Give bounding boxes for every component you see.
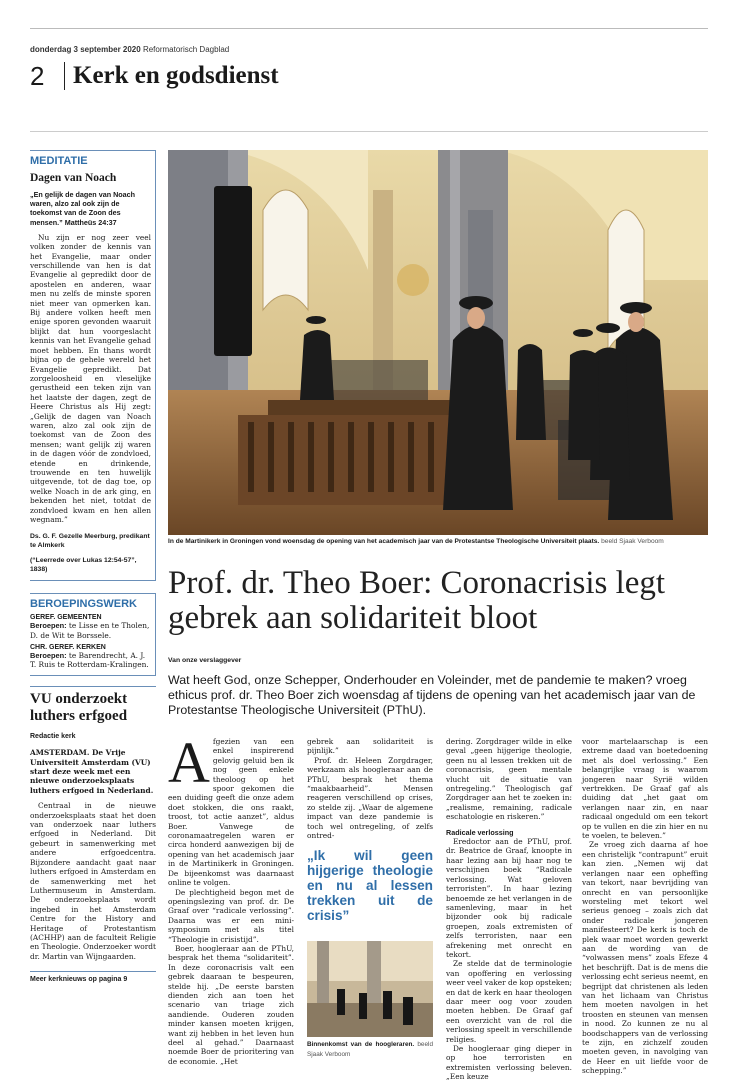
vu-title: VU onderzoekt luthers erfgoed [30,691,128,725]
vu-author: Redactie kerk [30,733,76,741]
article-col3-p4: De hoogleraar ging dieper in op hoe terroristen en extremisten verlossing beleven. „Een keuze [446,1044,572,1082]
photo-credit: beeld Sjaak Verboom [601,538,664,545]
pull-quote: „Ik wil geen hijgerige theologie en nu al lessen trekken uit de crisis” [307,848,433,924]
beroep-group2-text-label: Beroepen: [30,650,67,660]
beroep-group1-text [30,621,151,639]
photo-caption-text: In de Martinikerk in Groningen vond woensdag de opening van het academisch jaar van de Protestantse Theologische Universiteit plaats. [168,538,600,545]
beroep-group1-text-label: Beroepen: [30,621,67,631]
header-divider [64,62,65,90]
meditatie-kicker: MEDITATIE [30,155,88,167]
beroepingswerk-box [30,593,156,676]
article-column-4 [582,737,708,1076]
article-col3-p3: Ze stelde dat de terminologie van opoffering en verlossing weer veel vaker de kop opsteken; en dat de kerk en haar theologen daar meer oog voor zouden moeten hebben. De Graaf gaf een overzicht van de rol die verlossing speelt in verschillende religies. [446,959,572,1044]
article-col1-p3: Boer, hoogleraar aan de PThU, besprak het thema “solidariteit”. In deze coronacrisis valt een gebrek daaraan te bespeuren, stelde hij. „De eerste barsten dienden zich aan toen het scenario van triage zich aandiende. Ouderen zouden minder kansen moeten krijgen, want zij hebben in het leven hun deel al gehad.” Daarnaast noemde Boer de prioritering van de economie. „Het [168,943,294,1066]
drop-cap: A [168,730,210,795]
church-interior-image [168,150,708,535]
article-headline: Prof. dr. Theo Boer: Coronacrisis legt gebrek aan solidariteit bloot [168,565,666,636]
article-col3-text: dering. Zorgdrager wilde in elke geval „geen hijgerige theologie, geen nu al lessen trekken uit de coronacrisis, geen mentale vlucht uit de situatie van ontregeling.” Theologisch gaf Zorgdrager aan het te zoeken in: „realisme, remaining, radicale eschatologie en riskeren.” [446,737,572,822]
main-photo [168,150,708,535]
article-col2-p2: Prof. dr. Heleen Zorgdrager, werkzaam als hoogleraar aan de PThU, besprak het thema “maakbaarheid”. Mensen reageren verschillend op crises, zo stelde zij. „Waar de algemene impact van deze pandemie is toch wel ontregeling, of zelfs ontred- [307,755,433,841]
photo-caption [168,538,708,545]
professors-caption-text: Binnenkomst van de hoogleraren. [307,1041,415,1049]
meditatie-box [30,150,156,581]
vu-article [30,686,156,983]
article-col1-first [168,730,294,888]
article-byline: Van onze verslaggever [168,657,242,664]
sidebar [30,150,156,1030]
issue-date: donderdag 3 september 2020 [30,45,141,54]
beroep-group1-label: GEREF. GEMEENTEN [30,614,102,622]
professors-credit: beeld Sjaak Verboom [307,1041,434,1058]
beroep-group2-value: te Barendrecht, A. J. T. Ruis te Rotterdam-Kralingen. [30,650,149,670]
beroep-group1-value: te Lisse en te Tholen, D. de Wit te Borssele. [30,621,150,640]
newspaper-name: Reformatorisch Dagblad [142,45,230,54]
article-col4-text: voor martelaarschap is een extreme daad van boetedoening met als doel verlossing.” Een belangrijke vraag is waarom jongeren naar Syrië wilden vertrekken. De Graaf gaf als duiding dat „het gaat om verlangen naar zin, en naar radicaal ongeduld om een tekort op te vullen en die zin hier en nu te voelen, te beleven.” [582,737,708,841]
article-intro: Wat heeft God, onze Schepper, Onderhouder en Voleinder, met de pandemie te maken? vroeg ethicus prof. dr. Theo Boer zich woensdag af tijdens de opening van het academisch jaar van de Protestantse Theologische Universiteit (PThU). [168,673,696,717]
vu-lead: AMSTERDAM. De Vrije Universiteit Amsterdam (VU) start deze week met een nieuwe onderzoeksplaats luthers erfgoed in Nederland. [30,748,154,795]
article-column-3 [446,737,572,1082]
article-subhead: Radicale verlossing [446,827,514,837]
article-col1-first-text: fgezien van een enkel inspirerend gelovig geluid ben ik nog geen enkele theoloog op het spoor gekomen die een duiding geeft die onze adem doet stokken, die ons raakt, troost, tot actie aanzet”, aldus Boer. Vanwege de coronamaatregelen waren er circa honderd aanwezigen bij de opening van het academisch jaar in de Martinikerk in Groningen. De bijeenkomst was daarnaast online te volgen. [168,737,294,888]
top-rule [30,28,708,29]
vu-body: Centraal in de nieuwe onderzoeksplaats staat het doen van onderzoek naar luthers erfgoed in Nederland. Dit gebeurt in samenwerking met andere erfgoedcentra. Bijzondere aandacht gaat naar luthers erfgoed in Amsterdam en de samenwerking met het Luthermuseum in Amsterdam. De onderzoeksplaats wordt ingebed in het Amsterdam Centre for the History and Heritage of Protestantism (ACHHP) aan de faculteit Religie en Theologie. Onderzoeker wordt dr. Martin van Wijngaarden. [30,801,156,961]
professors-image [307,941,433,1037]
article-column-1 [168,730,294,1066]
header-rule [30,131,708,132]
article-col2-text: gebrek aan solidariteit is pijnlijk.” [307,737,433,756]
meditatie-source: (“Leerrede over Lukas 12:54-57”, 1838) [30,557,137,574]
meditatie-signature: Ds. G. F. Gezelle Meerburg, predikant te Almkerk [30,533,150,550]
professors-photo [307,941,433,1037]
meditatie-quote: „En gelijk de dagen van Noach waren, alzo zal ook zijn de toekomst van de Zoon des mensen.” Mattheüs 24:37 [30,190,136,227]
section-title: Kerk en godsdienst [73,62,279,89]
article-col3-p2: Eredoctor aan de PThU, prof. dr. Beatrice de Graaf, knoopte in haar lezing aan bij haar nog te verschijnen boek “Radicale verlossing. Wat geloven terroristen”. In haar lezing benoemde ze het verlangen in de samenleving, maar in het bijzonder ook bij radicale groepen, zoals extremisten of zelfs terroristen, naar een afrekening met onrecht en tekort. [446,837,572,959]
meditatie-title: Dagen van Noach [30,172,117,184]
beroep-group2-text [30,651,151,669]
article-col1-p2: De plechtigheid begon met de openingslezing van prof. dr. De Graaf over “radicale verlossing”. Daarna was er een mini-symposium met als titel “Theologie in crisistijd”. [168,887,294,944]
beroep-group2-label: CHR. GEREF. KERKEN [30,643,106,651]
meditatie-body: Nu zijn er nog zeer veel volken zonder de kennis van het Evangelie, maar onder verschillende van hen is dat Evangelie al gepredikt door de apostelen en anderen, waar men nu zelfs de minste sporen niet meer van opmerken kan. Bij andere volken heeft men enige sporen gevonden waaruit blijkt dat hun voorgeslacht kennis van het Evangelie gehad moet hebben. En thans wordt bijna op de gehele wereld het Evangelie gepredikt. Dat zorgeloosheid en vleselijke gerustheid een teken zijn van het laatste der dagen, zegt de Heere Christus als Hij zegt: „Gelijk de dagen van Noach waren, alzo zal ook zijn de toekomst van de Zoon des mensen; want gelijk zij waren in de dagen vóór de zondvloed, etende en drinkende, trouwende en ten huwelijk uitgevende, tot de dag toe, op welke Noach in de ark ging, en bekenden het niet, totdat de zondvloed kwam en hen allen wegnam.” [30,232,151,524]
dateline [30,45,229,54]
article-col4-p2: Ze vroeg zich daarna af hoe een christelijk “contrapunt” eruit kan zien. „Nemen wij dat verlangen naar een opheffing van tekort, naar bevrijding van onrecht en van persoonlijke worsteling met tekort wel serieus genoeg – zoals zich dat onder radicale jongeren manifesteert? De kerk is toch de plek waar moet worden gewerkt aan de wording van de “volwassen mens” zoals Efeze 4 het beschrijft. Dat is de mens die verlossing echt serieus neemt, en begrijpt dat christenen als leden van het lichaam van Christus hem moeten navolgen in het troosten en steunen van mensen in nood. Zo kunnen ze nu al boodschappers van de verlossing te zijn, en zichzelf zouden moeten geven, in navolging van de Heer en uit liefde voor de schepping.” [582,840,708,1076]
professors-caption [307,1040,433,1059]
beroepingswerk-kicker: BEROEPINGSWERK [30,598,137,611]
page-number: 2 [30,60,45,91]
article-column-2 [307,737,433,1059]
more-news-link[interactable]: Meer kerknieuws op pagina 9 [30,971,156,983]
page-header [30,60,279,92]
